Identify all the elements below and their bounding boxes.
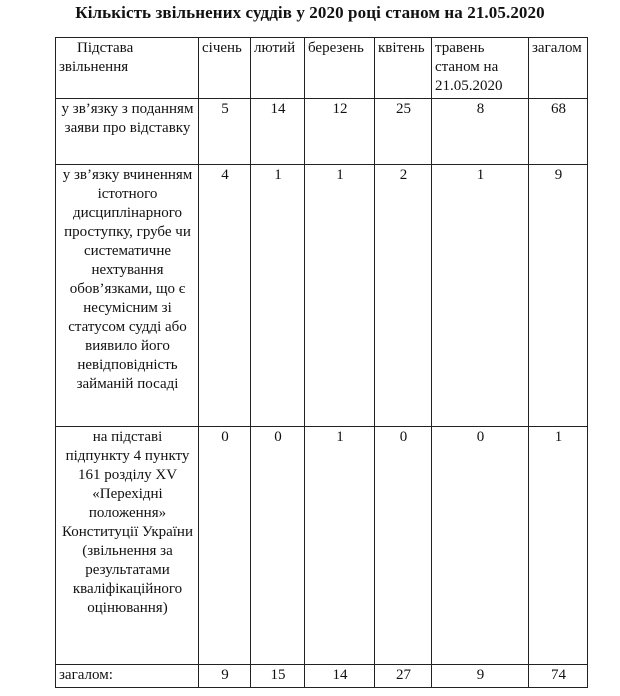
header-april: квітень [375, 38, 432, 99]
cell-april: 0 [375, 427, 432, 665]
cell-total: 68 [529, 99, 588, 165]
header-january: січень [199, 38, 251, 99]
cell-march: 12 [305, 99, 375, 165]
cell-january: 5 [199, 99, 251, 165]
basis-resignation: у зв’язку з поданням заяви про відставку [56, 99, 199, 165]
table-row [56, 165, 588, 427]
cell-february: 0 [251, 427, 305, 665]
cell-april: 2 [375, 165, 432, 427]
table-row [56, 99, 588, 165]
header-february: лютий [251, 38, 305, 99]
cell-january: 4 [199, 165, 251, 427]
total-january: 9 [199, 665, 251, 688]
cell-may: 0 [432, 427, 529, 665]
table-row [56, 427, 588, 665]
cell-march: 1 [305, 427, 375, 665]
total-march: 14 [305, 665, 375, 688]
cell-february: 1 [251, 165, 305, 427]
cell-march: 1 [305, 165, 375, 427]
total-april: 27 [375, 665, 432, 688]
cell-april: 25 [375, 99, 432, 165]
header-total: загалом [529, 38, 588, 99]
cell-february: 14 [251, 99, 305, 165]
header-march: березень [305, 38, 375, 99]
cell-january: 0 [199, 427, 251, 665]
total-may: 9 [432, 665, 529, 688]
grand-total: 74 [529, 665, 588, 688]
page-title: Кількість звільнених суддів у 2020 році станом на 21.05.2020 [75, 3, 545, 22]
cell-total: 1 [529, 427, 588, 665]
basis-disciplinary: у зв’язку вчиненням істотного дисциплінарного проступку, грубе чи систематичне нехтування обов’язками, що є несумісним зі статусом судді або виявило його невідповідність займаній посаді [56, 165, 199, 427]
header-basis: Підстава звільнення [56, 38, 199, 99]
basis-qualification: на підставі підпункту 4 пункту 161 розділу XV «Перехідні положення» Конституції України (звільнення за результатами кваліфікаційного оцінювання) [56, 427, 199, 665]
cell-may: 1 [432, 165, 529, 427]
cell-total: 9 [529, 165, 588, 427]
total-february: 15 [251, 665, 305, 688]
header-may: травень станом на 21.05.2020 [432, 38, 529, 99]
header-row [56, 38, 588, 99]
totals-label: загалом: [56, 665, 199, 688]
cell-may: 8 [432, 99, 529, 165]
dismissed-judges-table [55, 37, 588, 688]
totals-row [56, 665, 588, 688]
